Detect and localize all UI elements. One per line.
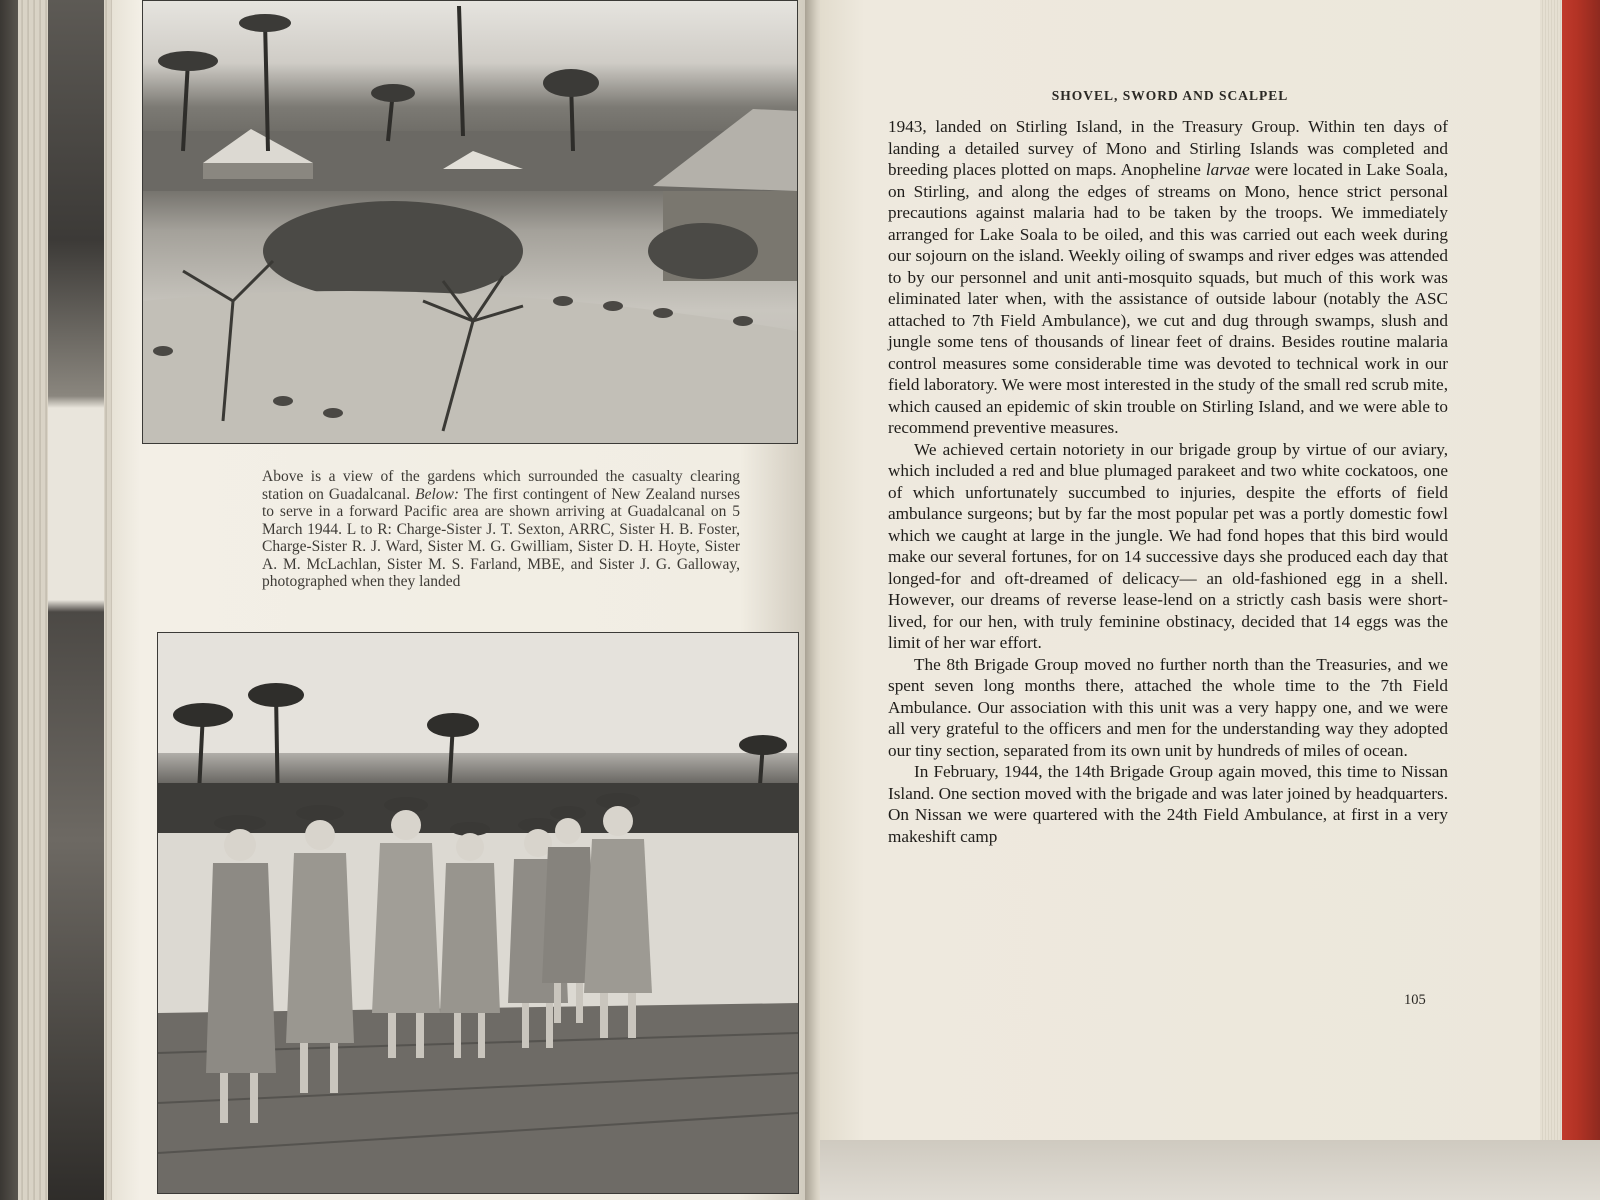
paragraph-4: In February, 1944, the 14th Brigade Group again moved, this time to Nissan Island. One section moved with the brigade and was later joined by headquarters. On Nissan we were quartered with the 24th Field Ambulance, at first in a very makeshift camp [888, 762, 1448, 846]
paragraph-1-italic: larvae [1205, 160, 1250, 179]
running-head: SHOVEL, SWORD AND SCALPEL [1051, 88, 1289, 103]
red-cover-edge [1562, 0, 1600, 1140]
photo-caption [262, 468, 744, 591]
nurses-photo [157, 632, 799, 1194]
paragraph-1-part-b: were located in Lake Soala, on Stirling, and along the edges of streams on Mono, hence strict personal precautions against malaria had to be taken by the troops. We immediately arranged for Lake Soala to be oiled, and this was carried out each week during our sojourn on the island. Weekly oiling of swamps and river edges was attended to by our personnel and unit anti-mosquito squads, but much of this work was eliminated later when, with the assistance of outside labour (notably the ASC attached to 7th Field Ambulance), we cut and dug through swamps, slush and jungle some tens of thousands of linear feet of drains. Besides routine malaria control measures some considerable time was devoted to technical work in our field laboratory. We were most interested in the study of the small red scrub mite, which caused an epidemic of skin trouble on Stirling Island, and we were able to recommend preventive measures. [888, 160, 1448, 437]
paragraph-2: We achieved certain notoriety in our brigade group by virtue of our aviary, which included a red and blue plumaged parakeet and two white cockatoos, one of which unfortunately succumbed to injuries, despite the efforts of field ambulance surgeons; but by far the most popular pet was a portly domestic fowl which we caught at large in the jungle. We had fond hopes that this bird would make our several fortunes, for on 14 successive days she produced each day that longed-for and oft-dreamed of delicacy— an old-fashioned egg in a shell. However, our dreams of reverse lease-lend on a strictly cash basis were short-lived, for our hen, with truly feminine obstinacy, decided that 14 eggs was the limit of her war effort. [888, 439, 1448, 652]
page-edges [1540, 0, 1562, 1140]
garden-photo-illustration [143, 1, 797, 443]
caption-text-part1: Above is a view of the gardens which surrounded the casualty clearing station on Guadalcanal. [262, 468, 744, 503]
caption-below-word: Below: [415, 485, 460, 503]
caption-text-part2: The first contingent of New Zealand nurses to serve in a forward Pacific area are shown arriving at Guadalcanal on 5 March 1944. L to R: Charge-Sister J. T. Sexton, ARRC, Sister H. B. Foster, Charge-Sister R. J. Ward, Sister M. G. Gwilliam, Sister D. H. Hoyte, Sister A. M. McLachlan, Sister M. S. Farland, MBE, and Sister J. G. Galloway, photographed when they landed [262, 485, 744, 590]
paragraph-3: The 8th Brigade Group moved no further north than the Treasuries, and we spent seven long months there, attached the whole time to the 7th Field Ambulance. Our association with this unit was a very happy one, and we were all very grateful to the officers and men for the understanding way they adopted our tiny section, separated from its own unit by hundreds of miles of ocean. [888, 654, 1448, 760]
table-surface [820, 1140, 1600, 1200]
garden-photo [142, 0, 798, 444]
nurses-photo-illustration [158, 633, 798, 1193]
hedge-shrub [263, 201, 523, 301]
palm-tree-icon [183, 6, 573, 151]
paragraph-1 [888, 116, 1448, 439]
previous-page-photo-strip [48, 0, 104, 1200]
page-number: 105 [1404, 992, 1426, 1008]
body-text [888, 116, 1448, 847]
paragraph-1-part-a: 1943, landed on Stirling Island, in the Treasury Group. Within ten days of landing a detailed survey of Mono and Stirling Islands was completed and breeding places plotted on maps. Anopheline [888, 117, 1448, 179]
